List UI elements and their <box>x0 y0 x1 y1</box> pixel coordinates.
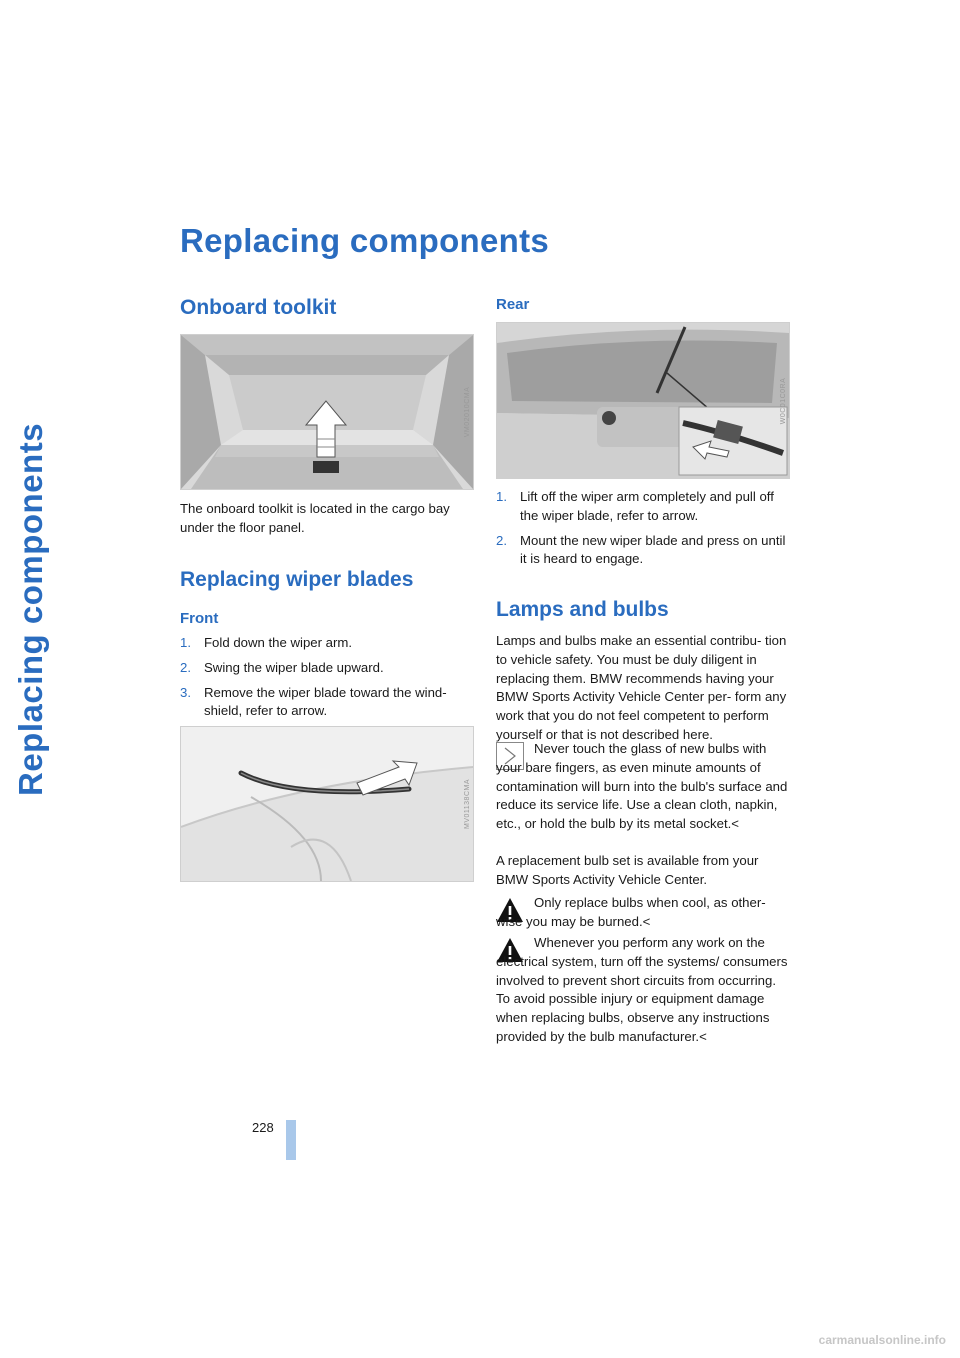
list-item: 1. Lift off the wiper arm completely and pull off the wiper blade, refer to arrow. <box>496 489 774 523</box>
list-item: 2. Mount the new wiper blade and press on until it is heard to engage. <box>496 532 786 567</box>
front-steps-list <box>180 634 472 727</box>
list-item: 2. Swing the wiper blade upward. <box>180 659 384 675</box>
warning-cool-bulbs-text: Only replace bulbs when cool, as other- wise you may be burned.< <box>496 895 766 929</box>
figure-code: VM02010CMA <box>464 386 471 438</box>
lamps-intro-text: Lamps and bulbs make an essential contribu- tion to vehicle safety. You must be duly diligent in replacing them. BMW recommends having your BMW Sports Activity Vehicle Center per- form any work that you do not feel competent to perform yourself or that is not described here. <box>496 633 787 742</box>
figure-code: MV01138CMA <box>464 778 471 830</box>
warning-electrical-text: Whenever you perform any work on the electrical system, turn off the systems/ consumers involved to prevent short circuits from occurring. To avoid possible injury or equipment damage when replacing bulbs, observe any instructions provided by the bulb manufacturer.< <box>496 935 788 1044</box>
onboard-toolkit-text: The onboard toolkit is located in the cargo bay under the floor panel. <box>180 501 450 535</box>
side-tab-chapter: Replacing components <box>12 422 49 796</box>
cargo-bay-figure <box>180 334 474 490</box>
list-item: 3. Remove the wiper blade toward the wind- shield, refer to arrow. <box>180 684 447 719</box>
page-title: Replacing components <box>180 222 550 259</box>
list-item: 1. Fold down the wiper arm. <box>180 635 353 650</box>
page-marker-bar <box>286 1120 296 1160</box>
front-wiper-illustration <box>181 727 473 881</box>
subheading-front: Front <box>180 610 219 627</box>
front-wiper-figure <box>180 726 474 882</box>
page-number: 228 <box>252 1120 274 1135</box>
section-heading-onboard-toolkit: Onboard toolkit <box>180 296 337 319</box>
figure-code: W0C01C0RA <box>780 377 787 424</box>
rear-steps-list <box>496 488 792 575</box>
section-heading-wiper-blades: Replacing wiper blades <box>180 568 414 591</box>
section-heading-lamps-bulbs: Lamps and bulbs <box>496 598 669 621</box>
subheading-rear: Rear <box>496 296 530 313</box>
replacement-bulb-text: A replacement bulb set is available from your BMW Sports Activity Vehicle Center. <box>496 853 759 887</box>
watermark: carmanualsonline.info <box>818 1333 946 1347</box>
rear-wiper-illustration <box>497 323 789 478</box>
note-text: Never touch the glass of new bulbs with your bare fingers, as even minute amounts of contamination will burn into the bulb's surface and reduce its service life. Use a clean cloth, napkin, etc., or hold the bulb by its metal socket.< <box>496 741 788 832</box>
rear-wiper-figure <box>496 322 790 479</box>
cargo-bay-illustration <box>181 335 473 489</box>
